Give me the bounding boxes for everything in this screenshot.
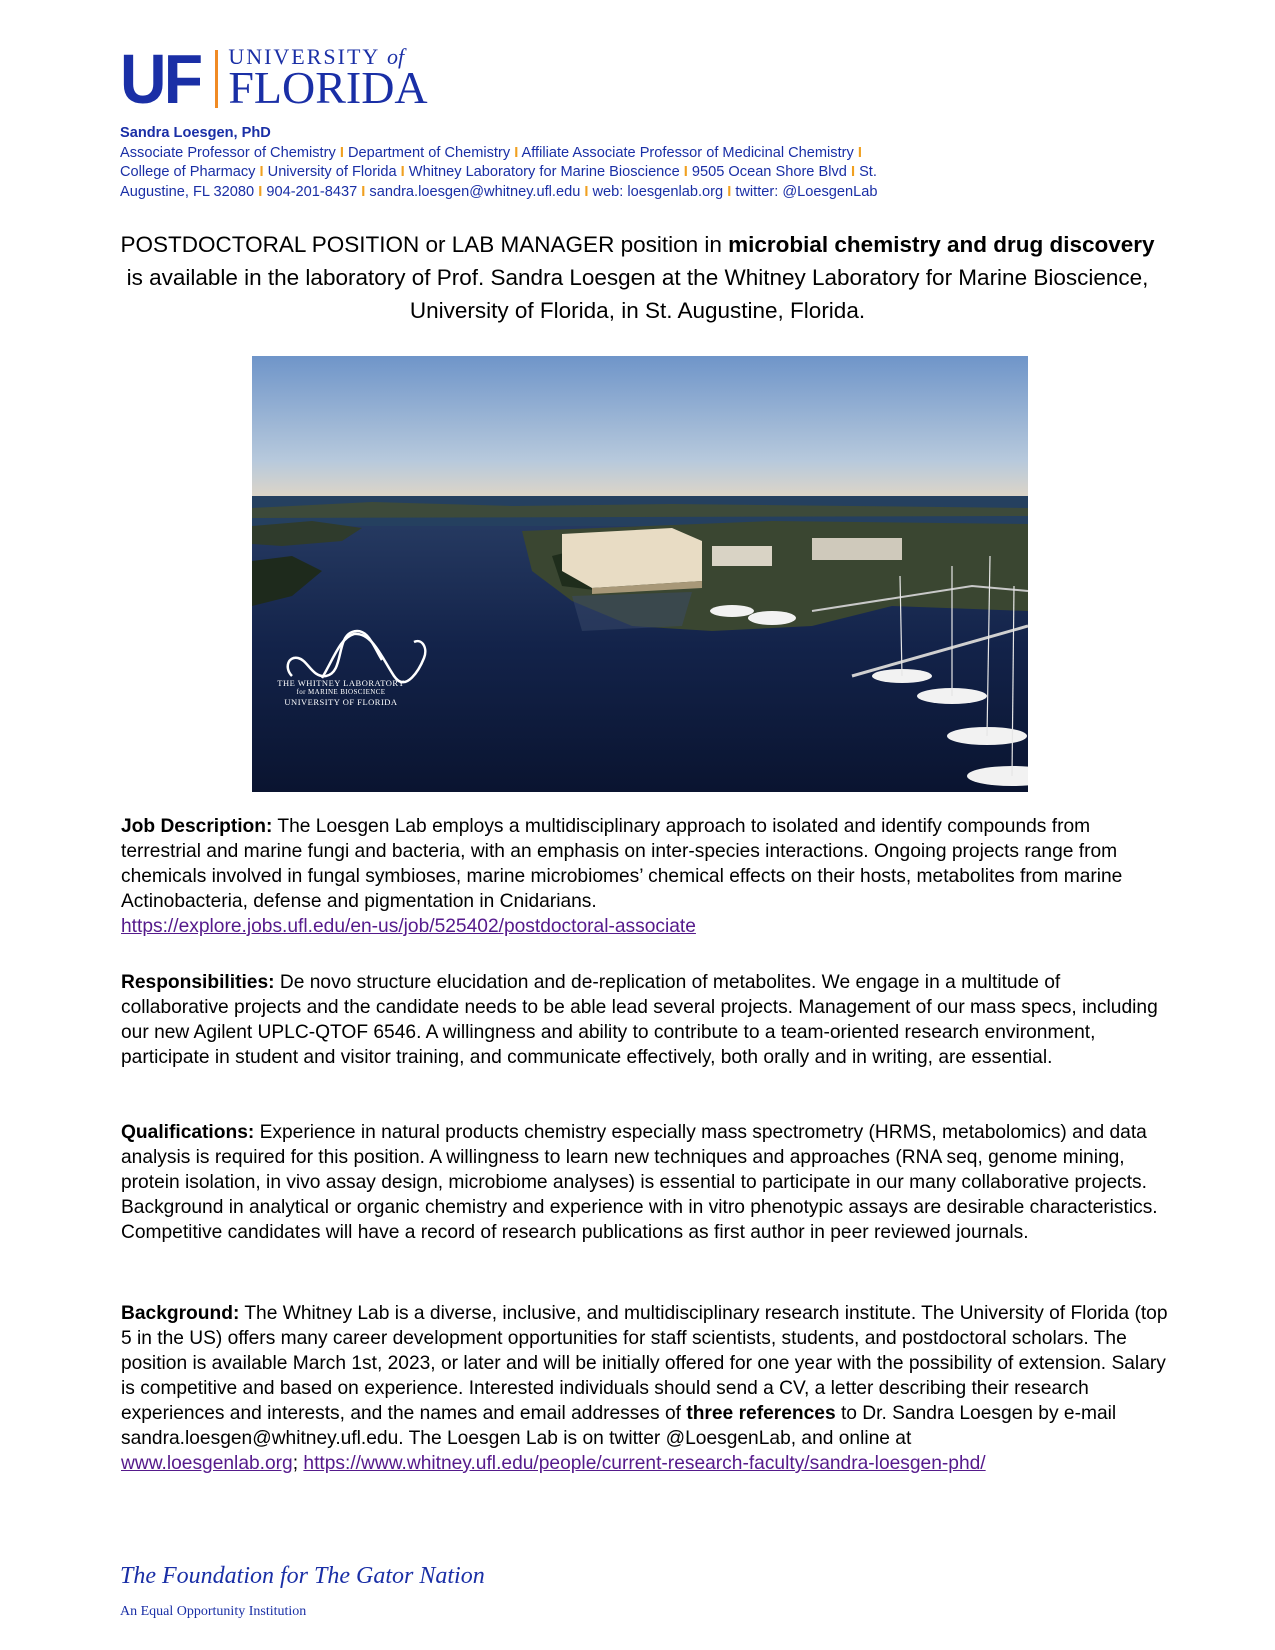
logo-university-text: UNIVERSITY (228, 44, 380, 69)
qualifications-label: Qualifications: (121, 1122, 255, 1143)
contact-line-1 (120, 144, 1120, 164)
headline-text-2: is available in the laboratory of Prof. Sandra Loesgen at the Whitney Laboratory for Marine Bioscience, University of Florida, in St. Augustine, Florida. (126, 265, 1149, 323)
separator: I (400, 164, 405, 180)
contact-web[interactable]: web: loesgenlab.org (592, 183, 724, 200)
qualifications-text: Experience in natural products chemistry especially mass spectrometry (HRMS, metabolomics) and data analysis is required for this position. A willingness to learn new techniques and approaches (RNA seq, genome mining, protein isolation, in vivo assay design, microbiome analyses) is essential to participate in our many collaborative projects. Background in analytical or organic chemistry and experience with in vitro phenotypic assays are desirable characteristics. Competitive candidates will have a record of research publications as first author in peer reviewed journals. (121, 1122, 1158, 1243)
contact-phone[interactable]: 904-201-8437 (266, 183, 358, 200)
background-text-2: to Dr. Sandra Loesgen by e-mail sandra.loesgen@whitney.ufl.edu. The Loesgen Lab is on twitter @LoesgenLab, and online at (121, 1403, 1117, 1449)
link-separator: ; (292, 1453, 304, 1474)
separator: I (258, 183, 263, 200)
contact-line-3 (120, 183, 1120, 203)
background-section (121, 1301, 1171, 1476)
job-description-label: Job Description: (121, 816, 273, 837)
job-description-text: The Loesgen Lab employs a multidisciplinary approach to isolated and identify compounds from terrestrial and marine fungi and bacteria, with an emphasis on inter-species interactions. Ongoing projects range from chemicals involved in fungal symbioses, marine microbiomes’ chemical effects on their hosts, metabolites from marine Actinobacteria, defense and pigmentation in Cnidarians. (121, 816, 1123, 912)
background-bold: three references (686, 1403, 836, 1424)
contact-university: University of Florida (267, 164, 397, 180)
annex-building-2 (812, 538, 902, 560)
separator: I (727, 183, 732, 200)
contact-line-2 (120, 163, 1120, 183)
logo-divider (215, 50, 218, 108)
sky (252, 356, 1028, 506)
responsibilities-section (121, 970, 1171, 1070)
logo-of-text: of (387, 44, 405, 69)
footer-tagline: The Foundation for The Gator Nation (120, 1563, 485, 1589)
annex-building (712, 546, 772, 566)
contact-college: College of Pharmacy (120, 164, 256, 180)
faculty-page-link[interactable]: https://www.whitney.ufl.edu/people/current-research-faculty/sandra-loesgen-phd/ (303, 1453, 986, 1474)
contact-twitter[interactable]: twitter: @LoesgenLab (735, 183, 878, 200)
contact-email[interactable]: sandra.loesgen@whitney.ufl.edu (369, 183, 581, 200)
contact-affiliate: Affiliate Associate Professor of Medicinal Chemistry (521, 144, 854, 161)
separator: I (361, 183, 366, 200)
contact-lab: Whitney Laboratory for Marine Bioscience (408, 164, 680, 180)
background-label: Background: (121, 1303, 240, 1324)
lab-building (562, 528, 702, 588)
whitney-lab-photo (252, 356, 1028, 792)
contact-title: Associate Professor of Chemistry (120, 144, 336, 161)
footer-equal-opportunity: An Equal Opportunity Institution (120, 1604, 307, 1619)
contact-street: 9505 Ocean Shore Blvd (691, 164, 847, 180)
whitney-logo-line-1: THE WHITNEY LABORATORY (277, 678, 405, 688)
aerial-photo-illustration (252, 356, 1028, 792)
separator: I (259, 164, 264, 180)
job-posting-link[interactable]: https://explore.jobs.ufl.edu/en-us/job/525402/postdoctoral-associate (121, 916, 696, 937)
logo-florida: FLORIDA (228, 62, 428, 113)
separator: I (584, 183, 589, 200)
separator: I (683, 164, 688, 180)
qualifications-section (121, 1120, 1171, 1245)
separator: I (850, 164, 855, 180)
contact-block (120, 124, 1120, 202)
logo-uf-mark: UF (120, 40, 201, 118)
contact-department: Department of Chemistry (347, 144, 511, 161)
whitney-logo-text (266, 678, 416, 707)
headline-bold: microbial chemistry and drug discovery (728, 232, 1155, 257)
lab-website-link[interactable]: www.loesgenlab.org (121, 1453, 293, 1474)
building-reflection (572, 592, 692, 631)
uf-logo (120, 40, 428, 118)
job-description-section (121, 814, 1171, 939)
responsibilities-label: Responsibilities: (121, 972, 275, 993)
whitney-logo-line-3: UNIVERSITY OF FLORIDA (284, 697, 398, 707)
headline-text-1: POSTDOCTORAL POSITION or LAB MANAGER position in (120, 232, 729, 257)
contact-city-zip: Augustine, FL 32080 (120, 183, 255, 200)
background-text-1: The Whitney Lab is a diverse, inclusive, and multidisciplinary research institute. The University of Florida (top 5 in the US) offers many career development opportunities for staff scientists, students, and postdoctoral scholars. The position is available March 1st, 2023, or later and will be initially offered for one year with the possibility of extension. Salary is competitive and based on experience. Interested individuals should send a CV, a letter describing their research experiences and interests, and the names and email addresses of (121, 1303, 1168, 1424)
whitney-logo-line-2: for MARINE BIOSCIENCE (296, 688, 386, 696)
separator: I (339, 144, 344, 161)
logo-wordmark (228, 44, 428, 113)
contact-city-start: St. (859, 164, 877, 180)
contact-name: Sandra Loesgen, PhD (120, 125, 271, 141)
responsibilities-text: De novo structure elucidation and de-replication of metabolites. We engage in a multitude of collaborative projects and the candidate needs to be able lead several projects. Management of our mass specs, including our new Agilent UPLC-QTOF 6546. A willingness and ability to contribute to a team-oriented research environment, participate in student and visitor training, and communicate effectively, both orally and in writing, are essential. (121, 972, 1158, 1068)
position-headline (110, 228, 1165, 327)
separator: I (857, 144, 862, 161)
separator: I (514, 144, 519, 161)
